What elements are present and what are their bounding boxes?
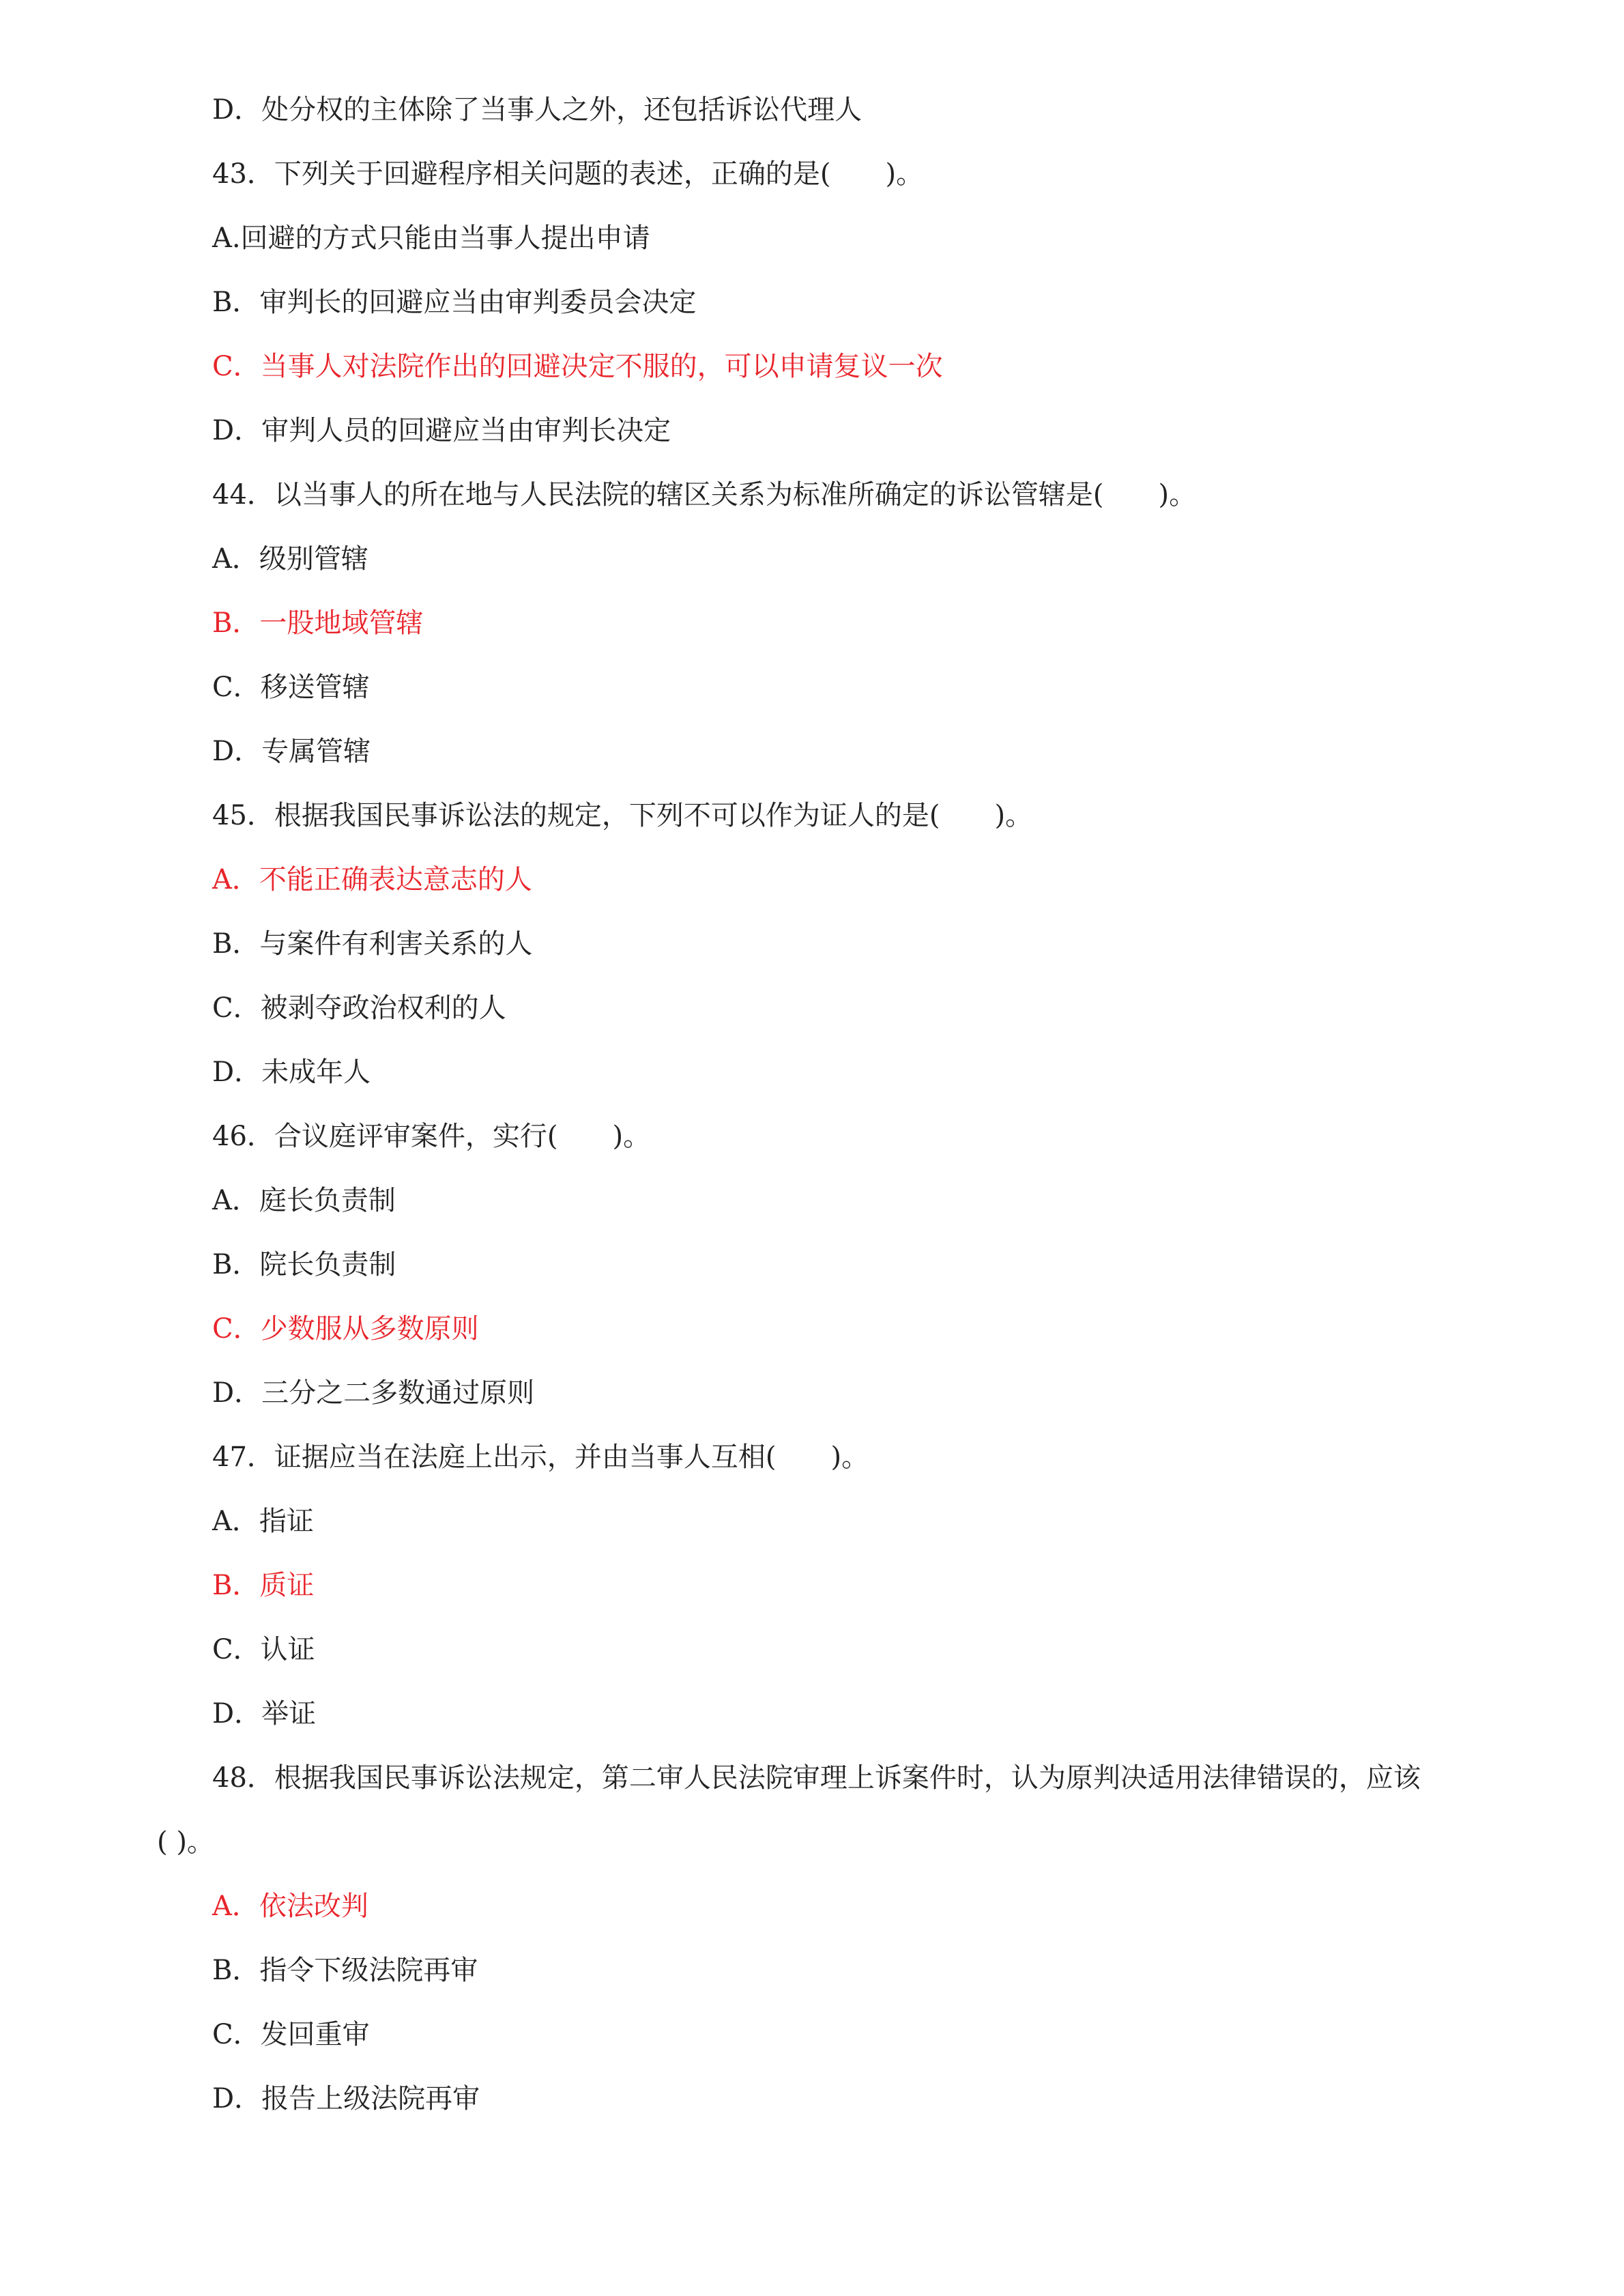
- option-line: D．审判人员的回避应当由审判长决定: [212, 415, 671, 446]
- correct-answer-line: B．质证: [212, 1570, 315, 1601]
- option-line: C．认证: [212, 1634, 315, 1665]
- option-line: D．未成年人: [212, 1057, 371, 1088]
- option-line: D．举证: [212, 1698, 317, 1730]
- option-line: A.回避的方式只能由当事人提出申请: [212, 223, 650, 254]
- option-line: C．发回重审: [212, 2019, 370, 2050]
- option-line: B．审判长的回避应当由审判委员会决定: [212, 287, 697, 318]
- correct-answer-line: C．少数服从多数原则: [212, 1313, 479, 1345]
- option-line: D．专属管辖: [212, 736, 371, 767]
- option-line: C．移送管辖: [212, 672, 370, 703]
- correct-answer-line: A．不能正确表达意志的人: [212, 864, 532, 895]
- question-48-continuation: ( )。: [157, 1826, 214, 1858]
- question-44: 44．以当事人的所在地与人民法院的辖区关系为标准所确定的诉讼管辖是( )。: [212, 479, 1197, 511]
- option-line: B．与案件有利害关系的人: [212, 928, 533, 960]
- correct-answer-line: A．依法改判: [212, 1891, 368, 1922]
- option-line: C．被剥夺政治权利的人: [212, 992, 506, 1024]
- question-43: 43．下列关于回避程序相关问题的表述，正确的是( )。: [212, 158, 924, 190]
- option-line: A．庭长负责制: [212, 1185, 396, 1216]
- question-48: 48．根据我国民事诉讼法规定，第二审人民法院审理上诉案件时，认为原判决适用法律错误的，应该: [212, 1762, 1421, 1794]
- question-46: 46．合议庭评审案件，实行( )。: [212, 1121, 651, 1152]
- option-line: B．院长负责制: [212, 1249, 396, 1280]
- correct-answer-line: C．当事人对法院作出的回避决定不服的，可以申请复议一次: [212, 351, 943, 382]
- option-line: A．指证: [212, 1506, 314, 1537]
- option-line: D．三分之二多数通过原则: [212, 1377, 535, 1409]
- option-line: A．级别管辖: [212, 543, 368, 575]
- option-line: D．报告上级法院再审: [212, 2083, 480, 2114]
- option-line: D．处分权的主体除了当事人之外，还包括诉讼代理人: [212, 94, 862, 126]
- question-45: 45．根据我国民事诉讼法的规定，下列不可以作为证人的是( )。: [212, 800, 1033, 831]
- correct-answer-line: B．一股地域管辖: [212, 607, 424, 639]
- option-line: B．指令下级法院再审: [212, 1955, 478, 1986]
- question-47: 47．证据应当在法庭上出示，并由当事人互相( )。: [212, 1441, 869, 1473]
